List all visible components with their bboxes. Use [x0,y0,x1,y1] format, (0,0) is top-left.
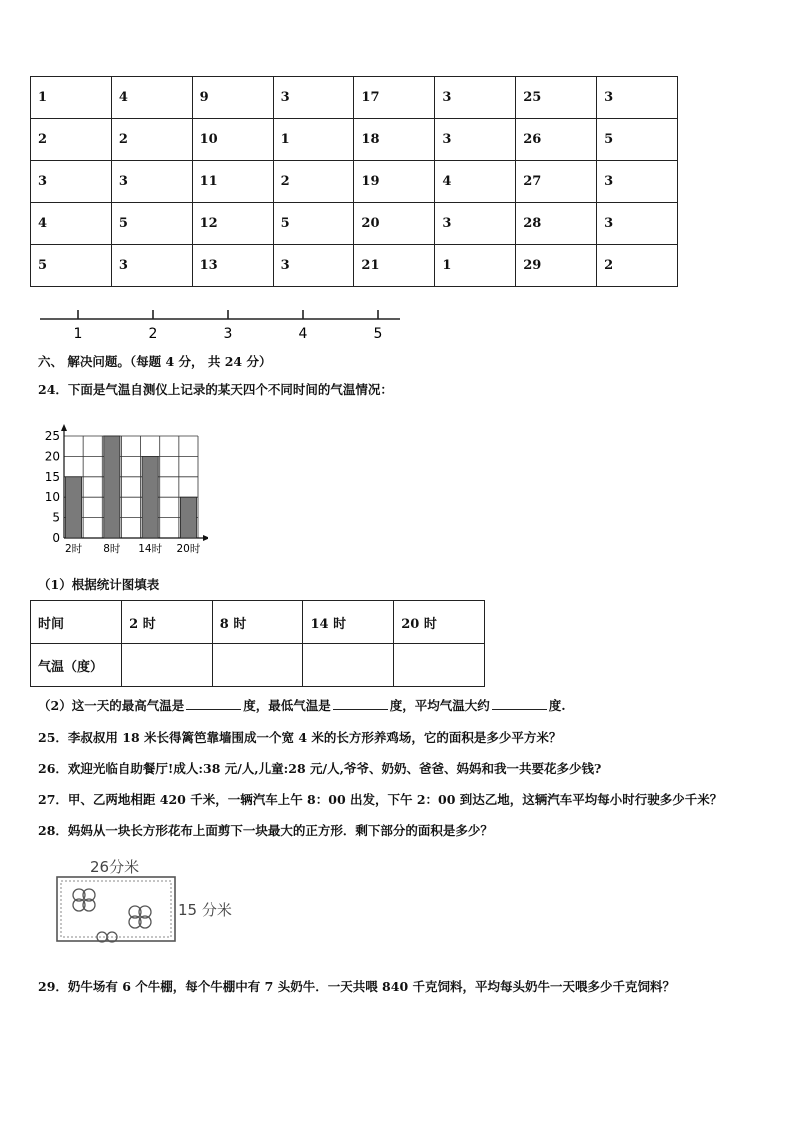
flower-icon [129,906,151,928]
fill-cell-8[interactable] [212,644,303,687]
chart-ytick-label: 25 [44,429,60,443]
table-cell: 2 [273,161,354,203]
table-cell: 2 [597,245,678,287]
fill-cell-20[interactable] [394,644,485,687]
sub2-text-c: 度，平均气温大约 [389,698,490,713]
fill-cell-2[interactable] [122,644,213,687]
chart-ytick-label: 5 [52,510,60,525]
fill-cell-14[interactable] [303,644,394,687]
table-cell: 27 [516,161,597,203]
number-line-label: 2 [148,326,158,342]
table-cell: 3 [597,203,678,245]
table-cell: 10 [192,119,273,161]
number-line [36,304,406,344]
table-cell: 21 [354,245,435,287]
fabric-height-label: 15 分米 [178,901,232,919]
question-28: 28．妈妈从一块长方形花布上面剪下一块最大的正方形．剩下部分的面积是多少？ [38,823,493,838]
fill-table-header-cell: 8 时 [212,601,303,644]
table-row [31,203,678,245]
question-24-sub1: （1）根据统计图填表 [38,577,160,592]
table-cell: 11 [192,161,273,203]
table-cell: 1 [435,245,516,287]
table-cell: 3 [111,245,192,287]
table-cell: 3 [273,245,354,287]
chart-ytick-label: 20 [44,449,60,464]
chart-y-axis-arrow [61,424,67,431]
question-26: 26．欢迎光临自助餐厅!成人:38 元/人,儿童:28 元/人,爷爷、奶奶、爸爸、妈妈和我一共要花多少钱? [38,761,602,776]
fill-table-header-cell: 时间 [31,601,122,644]
table-cell: 19 [354,161,435,203]
table-cell: 3 [435,77,516,119]
fabric-width-label: 26分米 [90,858,140,876]
chart-category-label: 14时 [138,543,163,555]
fill-table-row-label: 气温（度） [31,644,122,687]
number-line-label: 5 [373,326,383,342]
table-cell: 5 [597,119,678,161]
table-row [31,161,678,203]
chart-category-label: 8时 [103,543,121,555]
table-cell: 3 [31,161,112,203]
fabric-figure [50,855,250,947]
chart-bar-8时 [104,436,120,538]
table-cell: 9 [192,77,273,119]
table-cell: 5 [111,203,192,245]
table-cell: 28 [516,203,597,245]
blank-avg-temp[interactable] [492,697,547,710]
fill-table [30,600,485,687]
sub2-text-d: 度. [548,698,566,713]
chart-x-axis-arrow [203,535,208,541]
sub2-text-b: 度，最低气温是 [243,698,331,713]
chart-bar-2时 [66,477,82,538]
fill-table-header-row [31,601,485,644]
table-cell: 29 [516,245,597,287]
blank-min-temp[interactable] [333,697,388,710]
question-25: 25．李叔叔用 18 米长得篱笆靠墙围成一个宽 4 米的长方形养鸡场，它的面积是多少平方米？ [38,730,562,745]
question-27: 27．甲、乙两地相距 420 千米，一辆汽车上午 8：00 出发，下午 2：00 到达乙地，这辆汽车平均每小时行驶多少千米？ [38,792,723,807]
fill-table-header-cell: 2 时 [122,601,213,644]
chart-ytick-label: 15 [44,469,60,484]
table-cell: 5 [31,245,112,287]
table-cell: 20 [354,203,435,245]
fill-table-temp-row [31,644,485,687]
table-cell: 18 [354,119,435,161]
table-cell: 3 [597,161,678,203]
chart-bar-14时 [142,456,158,538]
question-24: 24．下面是气温自测仪上记录的某天四个不同时间的气温情况： [38,382,393,397]
table-cell: 4 [435,161,516,203]
table-cell: 5 [273,203,354,245]
table-cell: 3 [435,203,516,245]
answer-table [30,76,678,287]
fill-table-header-cell: 14 时 [303,601,394,644]
flower-icon [73,889,95,911]
table-row [31,245,678,287]
table-cell: 3 [597,77,678,119]
table-cell: 4 [111,77,192,119]
sub2-text-a: （2）这一天的最高气温是 [38,698,185,713]
table-cell: 13 [192,245,273,287]
table-row [31,119,678,161]
number-line-label: 1 [73,326,83,342]
question-29: 29．奶牛场有 6 个牛棚，每个牛棚中有 7 头奶牛．一天共喂 840 千克饲料，平均每头奶牛一天喂多少千克饲料？ [38,979,675,994]
chart-ytick-label: 10 [44,490,60,505]
table-cell: 4 [31,203,112,245]
table-cell: 3 [111,161,192,203]
table-cell: 25 [516,77,597,119]
table-cell: 1 [273,119,354,161]
table-row [31,77,678,119]
table-cell: 26 [516,119,597,161]
table-cell: 3 [273,77,354,119]
chart-category-label: 2时 [64,543,83,555]
chart-ytick-label: 0 [52,531,60,545]
number-line-label: 4 [298,326,308,342]
table-cell: 3 [435,119,516,161]
chart-category-label: 20时 [176,543,201,555]
table-cell: 2 [111,119,192,161]
table-cell: 1 [31,77,112,119]
chart-bar-20时 [180,497,196,538]
question-24-sub2 [38,696,566,714]
blank-max-temp[interactable] [186,697,241,710]
table-cell: 17 [354,77,435,119]
fill-table-header-cell: 20 时 [394,601,485,644]
temperature-bar-chart [38,418,208,560]
section-title: 六、 解决问题。（每题 4 分， 共 24 分） [38,354,272,369]
table-cell: 2 [31,119,112,161]
table-cell: 12 [192,203,273,245]
number-line-label: 3 [223,326,233,342]
